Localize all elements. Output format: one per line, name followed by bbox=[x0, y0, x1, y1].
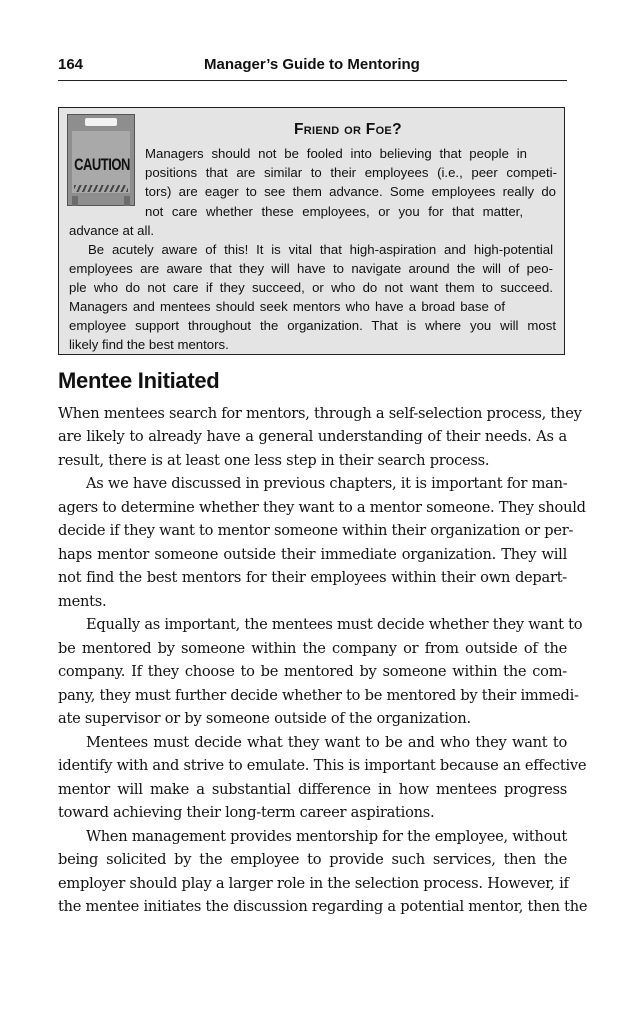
sidebar-line: likely find the best mentors. bbox=[69, 337, 229, 352]
caution-sidebar bbox=[58, 107, 565, 355]
caution-sign-label: CAUTION bbox=[74, 155, 130, 174]
caution-sign-icon bbox=[67, 114, 135, 206]
section-heading: Mentee Initiated bbox=[58, 368, 220, 393]
sidebar-line: Be acutely aware of this! It is vital that high-aspiration and high-potential bbox=[88, 242, 553, 257]
body-line: ments. bbox=[58, 593, 107, 610]
body-line: When mentees search for mentors, through a self-selection process, they bbox=[58, 405, 582, 422]
body-line: being solicited by the employee to provide such services, then the bbox=[58, 851, 567, 868]
body-line: When management provides mentorship for the employee, without bbox=[86, 828, 567, 845]
sidebar-title: Friend or Foe? bbox=[294, 121, 402, 138]
sidebar-line: employees are aware that they will have to navigate around the will of peo- bbox=[69, 261, 553, 276]
sidebar-line: Managers should not be fooled into believing that people in bbox=[145, 146, 527, 161]
body-line: haps mentor someone outside their immediate organization. They will bbox=[58, 546, 567, 563]
body-line: are likely to already have a general understanding of their needs. As a bbox=[58, 428, 567, 445]
body-line: pany, they must further decide whether to be mentored by their immedi- bbox=[58, 687, 579, 704]
sidebar-line: advance at all. bbox=[69, 223, 155, 238]
body-line: toward achieving their long-term career aspirations. bbox=[58, 804, 435, 821]
running-header bbox=[58, 52, 567, 81]
body-line: decide if they want to mentor someone within their organization or per- bbox=[58, 522, 574, 539]
body-line: As we have discussed in previous chapters, it is important for man- bbox=[86, 475, 568, 492]
body-line: employer should play a larger role in the selection process. However, if bbox=[58, 875, 569, 892]
body-line: company. If they choose to be mentored by someone within the com- bbox=[58, 663, 567, 680]
sidebar-line: tors) are eager to see them advance. Some employees really do bbox=[145, 184, 556, 199]
body-line: agers to determine whether they want to a mentor someone. They should bbox=[58, 499, 586, 516]
sidebar-line: employee support throughout the organization. That is where you will most bbox=[69, 318, 556, 333]
body-line: mentor will make a substantial difference in how mentees progress bbox=[58, 781, 567, 798]
sidebar-line: positions that are similar to their employees (i.e., peer competi- bbox=[145, 165, 557, 180]
sidebar-line: ple who do not care if they succeed, or who do not want them to succeed. bbox=[69, 280, 553, 295]
body-line: result, there is at least one less step in their search process. bbox=[58, 452, 490, 469]
body-line: identify with and strive to emulate. This is important because an effective bbox=[58, 757, 587, 774]
body-line: Equally as important, the mentees must decide whether they want to bbox=[86, 616, 583, 633]
sidebar-line: not care whether these employees, or you for that matter, bbox=[145, 204, 523, 219]
book-title: Manager’s Guide to Mentoring bbox=[204, 56, 420, 73]
sidebar-line: Managers and mentees should seek mentors who have a broad base of bbox=[69, 299, 505, 314]
body-line: the mentee initiates the discussion regarding a potential mentor, then the bbox=[58, 898, 588, 915]
body-line: Mentees must decide what they want to be and who they want to bbox=[86, 734, 567, 751]
page-number: 164 bbox=[58, 56, 84, 73]
body-line: ate supervisor or by someone outside of the organization. bbox=[58, 710, 471, 727]
body-line: be mentored by someone within the company or from outside of the bbox=[58, 640, 567, 657]
body-line: not find the best mentors for their employees within their own depart- bbox=[58, 569, 567, 586]
